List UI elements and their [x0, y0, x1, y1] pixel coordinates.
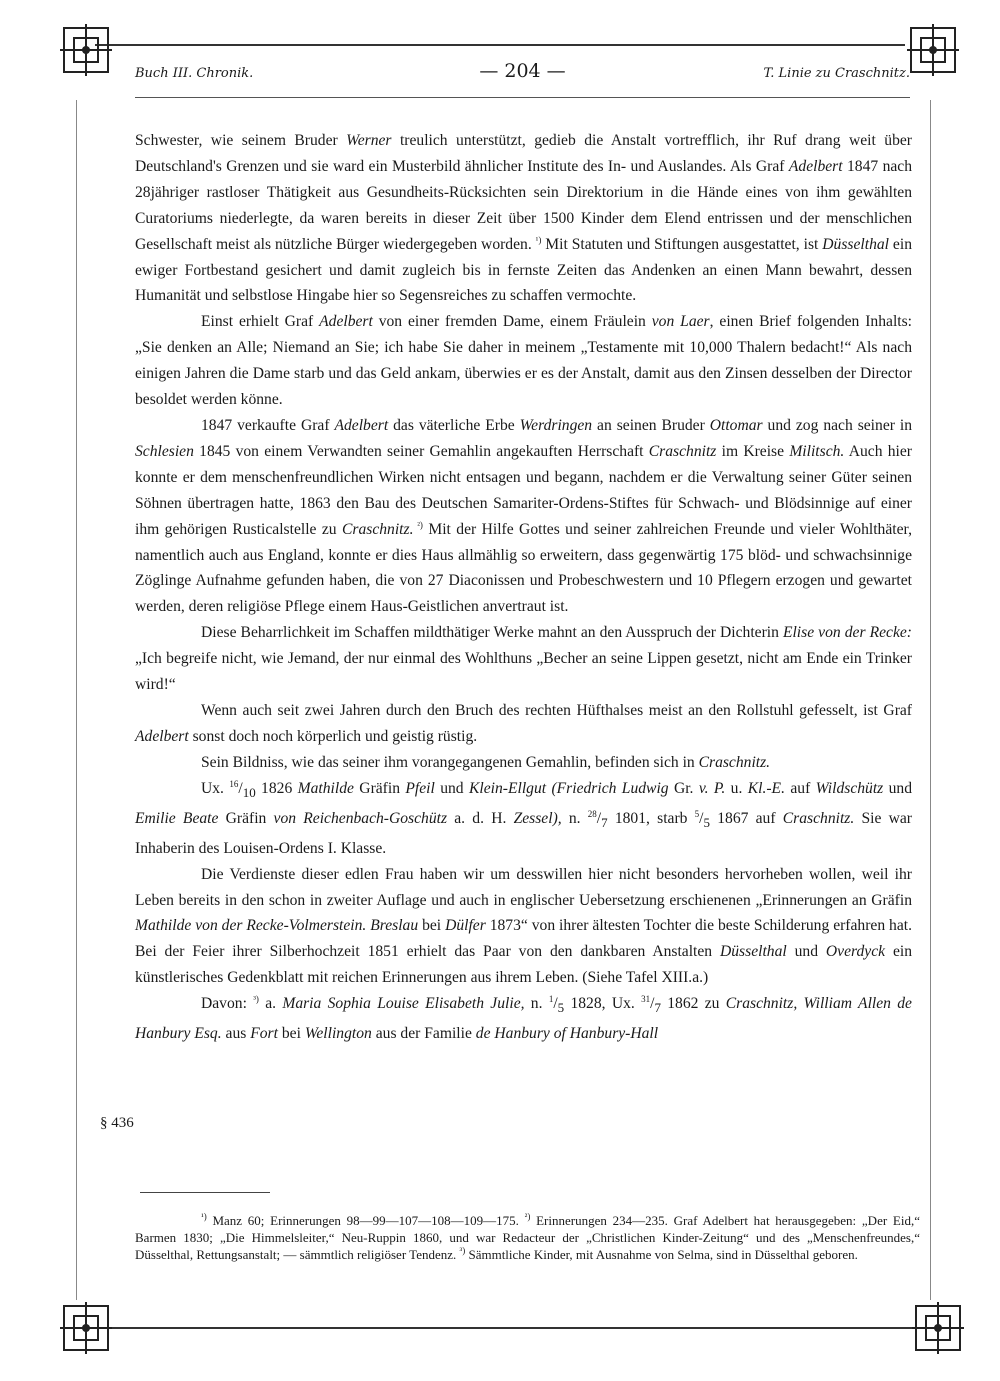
text-run: 1826 [255, 779, 298, 797]
text-run: 1862 zu [660, 995, 726, 1013]
header-book-title: Buch III. Chronik. [135, 66, 254, 81]
text-run: Mathilde [297, 779, 354, 797]
paragraph [135, 128, 912, 309]
footnote-rule [140, 1192, 270, 1193]
text-run: Adelbert [319, 313, 373, 331]
paragraph [135, 750, 912, 776]
text-run: Adelbert [788, 157, 843, 175]
text-run: Kl.-E. [747, 779, 785, 797]
text-run: v. P. [698, 779, 726, 797]
text-run: Wenn auch seit zwei Jahren durch den Bruch des rechten Hüfthalses meist an den Rollstuhl gefesselt, ist Graf [201, 701, 912, 719]
text-run: 7 [654, 1000, 661, 1016]
header-section-title: T. Linie zu Craschnitz. [763, 66, 910, 81]
text-run: von Reichenbach-Goschütz [273, 809, 448, 827]
text-run: Schwester, wie seinem Bruder [135, 132, 347, 149]
text-run: 1845 von einem Verwandten seiner Gemahlin angekauften Herrschaft [193, 442, 649, 460]
text-run: auf [784, 779, 816, 797]
paragraph [135, 698, 912, 750]
text-run: von Laer [651, 313, 710, 331]
text-run: Schlesien [135, 442, 194, 460]
text-run: n. [561, 809, 588, 827]
text-run: Sämmtliche Kinder, mit Ausnahme von Selma, sind in Düsselthal geboren. [465, 1246, 858, 1262]
text-run: ein künstlerisches Gedenkblatt mit reichen Erinnerungen aus ihrem Leben. (Siehe Tafel XIII.a.) [135, 943, 913, 987]
text-run: / [699, 809, 704, 827]
paragraph [135, 620, 912, 698]
footnote [135, 1213, 920, 1263]
text-run: 5 [557, 1000, 565, 1016]
text-run: Ux. [201, 779, 230, 797]
corner-ornament-bottom-right [910, 1300, 966, 1356]
text-run: 7 [601, 814, 608, 830]
text-run: Militsch. [789, 442, 845, 460]
text-run: u. [725, 779, 748, 797]
text-run: Gräfin [353, 779, 406, 797]
text-run: Düsselthal [720, 943, 787, 961]
text-run: treulich unterstützt, gedieb die Anstalt vortrefflich, ihr Ruf drang weit über Deutschland's Grenzen und sie ward ein Musterbild ähnlicher Institute des In- und Auslandes. Als Graf [135, 132, 912, 175]
text-run: 28 [587, 808, 597, 819]
text-run: Dülfer [445, 917, 486, 935]
text-run: Auch hier konnte er dem menschenfreundlichen Wirken nicht entsagen und begann, nachdem er die Verwaltung seiner Güter seinen Söhnen übertragen hatte, 1863 den Bau des Deutschen Samariter-Ordens-Stiftes für Schwach- und Blödsinnige auf einer ihm gehörigen Rusticalstelle zu [135, 442, 912, 538]
text-run: Sie war Inhaberin des Louisen-Ordens I. Klasse. [135, 809, 912, 857]
text-run: n. [524, 995, 549, 1013]
text-run: Fort [250, 1025, 278, 1043]
text-run: William Allen de Hanbury Esq. [135, 995, 912, 1043]
text-run: ²) [524, 1211, 531, 1222]
text-run: und [786, 943, 826, 961]
text-run: Die Verdienste dieser edlen Frau haben wir um desswillen hier nicht besonders hervorheben wollen, weil ihr Leben bereits in den schon in zweiter Auflage und auch in englischer Uebersetzung erschienenen „Erinnerungen an Gräfin [135, 865, 912, 909]
text-run: 5 [694, 808, 700, 819]
text-run: 1867 auf [710, 809, 783, 827]
text-run: Gräfin [218, 809, 274, 827]
text-run: a. [258, 995, 283, 1013]
margin-section-mark: § 436 [100, 1115, 134, 1131]
text-run: Werner [346, 132, 392, 149]
running-header [135, 60, 910, 86]
text-run: das väterliche Erbe [388, 416, 520, 434]
text-run: Mit der Hilfe Gottes und seiner zahlreichen Freunde und vieler Wohlthäter, namentlich auch aus England, konnte er dies Haus allmählig so erweitern, dass gegenwärtig 175 blöd- und schwachsinnige Zöglinge Aufnahme gefunden haben, die von 27 Diaconissen und Probeschwestern und 10 Pflegern erzogen und gewartet werden, deren religiöse Pflege einem Haus-Geistlichen anvertraut ist. [135, 520, 912, 616]
corner-ornament-top-left [58, 22, 114, 78]
header-rule [135, 97, 910, 98]
corner-ornament-bottom-left [58, 1300, 114, 1356]
text-run: Davon: [201, 995, 254, 1013]
frame-bottom-line [95, 1327, 925, 1329]
text-run: Mit Statuten und Stiftungen ausgestattet, ist [541, 235, 823, 253]
text-run: Wellington [304, 1025, 372, 1043]
text-run: Klein-Ellgut (Friedrich Ludwig [468, 779, 669, 797]
text-run: 5 [703, 814, 711, 830]
text-run: 1847 nach 28jähriger rastloser Thätigkeit aus Gesundheits-Rücksichten sein Direktorium in die Hände eines von ihm gewählten Curatoriums niederlegte, da waren bereits in dieser Zeit über 1500 Kinder dem Elend entrissen und der menschlichen Gesellschaft meist als nützliche Bürger wiedergegeben worden. [135, 157, 913, 253]
page-number: — 204 — [479, 60, 566, 82]
text-run: 1 [548, 993, 554, 1004]
text-run: „Ich begreife nicht, wie Jemand, der nur einmal des Wohlthuns „Becher an seine Lippen gesetzt, nicht am Ende ein Trinker wird!“ [135, 650, 912, 694]
text-run: 1828, Ux. [564, 995, 642, 1013]
text-run: und [883, 779, 912, 797]
text-run: 1847 verkaufte Graf [201, 416, 335, 434]
text-run: im Kreise [716, 442, 790, 460]
paragraph [135, 776, 912, 862]
text-run: Einst erhielt Graf [201, 313, 320, 331]
text-run: Craschnitz. [341, 520, 414, 538]
paragraph [135, 862, 912, 992]
text-run: Emilie Beate [135, 809, 219, 827]
text-run: Zessel), [513, 809, 562, 827]
text-run: Craschnitz. [698, 753, 771, 771]
text-run: bei [277, 1025, 305, 1043]
text-run: bei [418, 917, 446, 935]
text-run: Craschnitz [648, 442, 717, 460]
text-run: aus der Familie [371, 1025, 476, 1043]
text-run: ³) [459, 1245, 466, 1256]
text-run: / [596, 809, 602, 827]
paragraph [135, 309, 912, 413]
text-run: sonst doch noch körperlich und geistig rüstig. [188, 727, 478, 745]
text-run: und [434, 779, 469, 797]
body-text [135, 128, 912, 1047]
text-run: 1873“ von ihrer ältesten Tochter die beste Schilderung erfahren hat. Bei der Feier ihrer Silberhochzeit 1851 erhielt das Paar von den dankbaren Anstalten [135, 917, 913, 961]
text-run: Adelbert [135, 727, 189, 745]
text-run: an seinen Bruder [592, 416, 710, 434]
text-run: Elise von der Recke: [782, 624, 912, 642]
text-run: / [553, 995, 558, 1013]
text-run: / [650, 995, 655, 1013]
text-run: Craschnitz. [782, 809, 855, 827]
text-run: von einer fremden Dame, einem Fräulein [372, 313, 652, 331]
text-run: Craschnitz, [725, 995, 798, 1013]
text-run: Maria Sophia Louise Elisabeth Julie, [282, 995, 525, 1013]
text-run: ein ewiger Fortbestand gesichert und damit zugleich bis in fernste Zeiten das Andenken an einen Mann bewahrt, dessen Humanität und selbstlose Hingabe hier so Segensreiches zu schaffen vermochte. [135, 235, 912, 305]
text-run: 31 [641, 993, 651, 1004]
text-run: ³) [253, 993, 259, 1004]
text-run: Sein Bildniss, wie das seiner ihm vorangegangenen Gemahlin, befinden sich in [201, 753, 699, 771]
text-run: Düsselthal [822, 235, 889, 253]
text-run: Pfeil [405, 779, 435, 797]
footnotes [135, 1213, 920, 1263]
text-run: 10 [242, 784, 256, 800]
text-run: ¹) [201, 1211, 207, 1222]
text-run: Gr. [668, 779, 699, 797]
text-run: , einen Brief folgenden Inhalts: „Sie denken an Alle; Niemand an Sie; ich habe Sie daher in meinem „Testamente mit 10,000 Thalern bedacht!“ Als nach einigen Jahren die Dame starb und das Geld ankam, überwies er es der Anstalt, damit aus den Zinsen desselben der Director besoldet werden könne. [135, 313, 913, 409]
paragraph [135, 991, 912, 1047]
text-run: ²) [413, 519, 423, 530]
text-run: Wildschütz [815, 779, 884, 797]
text-run: Werdringen [519, 416, 593, 434]
paragraph [135, 413, 912, 620]
text-run: aus [221, 1025, 251, 1043]
text-run: 16 [229, 778, 239, 789]
text-run: Diese Beharrlichkeit im Schaffen mildthätiger Werke mahnt an den Ausspruch der Dichterin [201, 624, 783, 642]
text-run: Ottomar [709, 416, 763, 434]
corner-ornament-top-right [905, 22, 961, 78]
text-run: / [238, 779, 243, 797]
text-run: Erinnerungen 234—235. Graf Adelbert hat herausgegeben: „Der Eid,“ Barmen 1830; „Die Himmelsleiter,“ Neu-Ruppin 1860, und war Redacteur der „Christlichen Kinder-Zeitung“ und des „Menschenfreundes,“ Düsselthal, Rettungsanstalt; — sämmtlich religiöser Tendenz. [135, 1213, 920, 1262]
text-run: a. d. H. [447, 809, 514, 827]
text-run: Manz 60; Erinnerungen 98—99—107—108—109—175. [206, 1213, 525, 1228]
frame-left-line [76, 100, 77, 1300]
text-run: Mathilde von der Recke-Volmerstein. Breslau [135, 917, 419, 935]
text-run: 1801, starb [607, 809, 695, 827]
text-run: Overdyck [825, 943, 886, 961]
frame-top-line [95, 44, 905, 46]
frame-right-line [930, 100, 931, 1300]
text-run: de Hanbury of Hanbury-Hall [475, 1025, 659, 1043]
text-run: und zog nach seiner in [762, 416, 913, 434]
text-run: Adelbert [334, 416, 389, 434]
text-run: ¹) [535, 234, 542, 245]
